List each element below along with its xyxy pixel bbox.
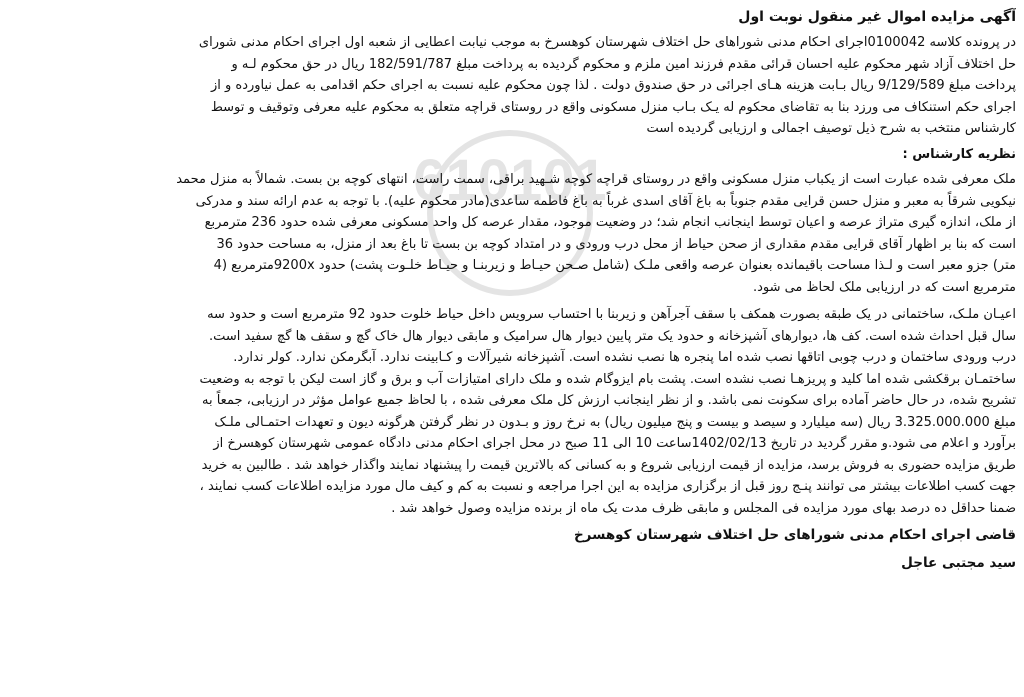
expert-line: متر) جزو معبر است و لـذا مساحت باقیمانده بعنوان عرصه واقعی ملـک (شامل صـحن حیـاط و زیربنـا و حیـاط خلـوت پشت) حدود 9200xمترمربع (4	[213, 258, 1016, 273]
building-line: درب ورودی ساختمان و درب چوبی اتاقها نصب شده اما پنجره ها نصب نشده است. آشپزخانه شیرآلات و کـابینت ندارد. آبگرمکن ندارد. کولر ندارد.	[233, 350, 1016, 365]
building-paragraph	[8, 304, 1016, 519]
expert-line: نیکویی شرقاً به معبر و منزل حسن قرایی مقدم جنوباً به باغ آقای اسدی غرباً به باغ فاطمه ساعدی(مادر محکوم علیه). با توجه به عدم ارائه سند و مدرکی	[195, 193, 1016, 209]
signature-title: قاضی اجرای احکام مدنی شوراهای حل اختلاف شهرستان کوهسرخ	[573, 527, 1016, 543]
intro-line: کارشناس منتخب به شرح ذیل توصیف اجمالی و ارزیابی گردیده است	[646, 121, 1016, 136]
building-line: تشریح شده، در حال حاضر آماده برای سکونت نمی باشد. و از نظر اینجانب ارزش کل ملک معرفی شده ، با لحاظ جمیع عوامل مؤثر در ارزیابی، جمعاً به	[202, 393, 1016, 408]
expert-line: ملک معرفی شده عبارت است از یکباب منزل مسکونی واقع در روستای قراچه کوچه شـهید براقی، سمت راست، انتهای کوچه بن بست. شمالاً به منزل محمد	[176, 172, 1016, 187]
watermark-number: 610101	[413, 148, 607, 213]
building-line: مبلغ 3.325.000.000 ریال (سه میلیارد و سیصد و بیست و پنج میلیون ریال) به نرخ روز و بـدون در نظر گرفتن هرگونه دیون و تعهدات احتمـالی ملـک	[214, 414, 1016, 430]
signature-name: سید مجتبی عاجل	[901, 554, 1016, 571]
intro-paragraph	[8, 32, 1016, 140]
building-line: جهت کسب اطلاعات بیشتر می توانند پنـج روز قبل از برگزاری مزایده به این اجرا مراجعه و نسبت به کم و کیف مال مورد مزایده اطلاعات کسب نمایند ،	[199, 479, 1016, 494]
notice-title: آگهی مزایده اموال غیر منقول نوبت اول	[738, 9, 1016, 25]
building-line: برآورد و اعلام می شود.و مقرر گردید در تاریخ 1402/02/13ساعت 10 الی 11 صبح در محل اجرای احکام مدنی دادگاه عمومی شهرستان کوهسرخ از	[213, 436, 1016, 451]
intro-line: پرداخت مبلغ 9/129/589 ریال بـابت هزینه هـای اجرائی در حق صندوق دولت . لذا چون محکوم علیه نسبت به اجرای حکم اقدامی به عمل نیاورده و از	[210, 78, 1016, 93]
intro-line: اجرای حکم استنکاف می ورزد بنا به تقاضای محکوم له یـک بـاب منزل مسکونی واقع در روستای قراچه متعلق به محکوم علیه معرفی وتوقیف و توسط	[210, 99, 1016, 115]
expert-line: است که بنا بر اظهار آقای قرایی مقدم مقداری از صحن حیاط از محل درب ورودی و در امتداد کوچه بن بست تا باغ بعد از منزل، به مساحت حدود 36	[216, 236, 1016, 252]
building-line: طریق مزایده حضوری به فروش برسد، مزایده از قیمت ارزیابی شروع و به کسانی که بالاترین قیمت را پیشنهاد نمایند واگذار خواهد شد . طالبین به خرید	[201, 457, 1016, 473]
building-line: ضمنا حداقل ده درصد بهای مورد مزایده فی المجلس و مابقی ظرف مدت یک ماه از برنده مزایده وصول خواهد شد .	[391, 500, 1016, 516]
intro-line: در پرونده کلاسه 0100042اجرای احکام مدنی شوراهای حل اختلاف شهرستان کوهسرخ به موجب نیابت اعطایی از شعبه اول اجرای احکام مدنی شورای	[198, 35, 1016, 50]
intro-line: حل اختلاف آزاد شهر محکوم علیه احسان قرائی مقدم فرزند امین ملزم و محکوم گردیده به پرداخت مبلغ 182/591/787 ریال در حق محکوم لـه و	[231, 56, 1016, 72]
expert-paragraph	[8, 169, 1016, 298]
expert-heading: نظریه کارشناس :	[902, 146, 1016, 162]
building-line: سال قبل احداث شده است. کف ها، دیوارهای آشپزخانه و حدود یک متر پایین دیوار هال سرامیک و مابقی دیوار هال خاک گچ و سقف ها گچ سفید است.	[208, 328, 1016, 344]
expert-line: مترمربع است که در ارزیابی ملک لحاظ می شود.	[752, 279, 1016, 295]
expert-line: از ملک، اندازه گیری متراژ عرصه و اعیان توسط اینجانب انجام شد؛ در وضعیت موجود، مقدار عرصه کل واحد مسکونی معرفی شده حدود 236 مترمربع	[204, 215, 1016, 230]
building-line: اعیـان ملـک، ساختمانی در یک طبقه بصورت همکف با سقف آجرآهن و زیربنا با احتساب سرویس داخل حیاط خلوت حدود 92 مترمربع است و حدود سه	[207, 307, 1016, 322]
building-line: ساختمـان برقکشی شده اما کلید و پریزهـا نصب نشده است. پشت بام ایزوگام شده و ملک دارای امتیازات آب و برق و گاز است لیکن با توجه به وضعیت	[199, 371, 1016, 387]
